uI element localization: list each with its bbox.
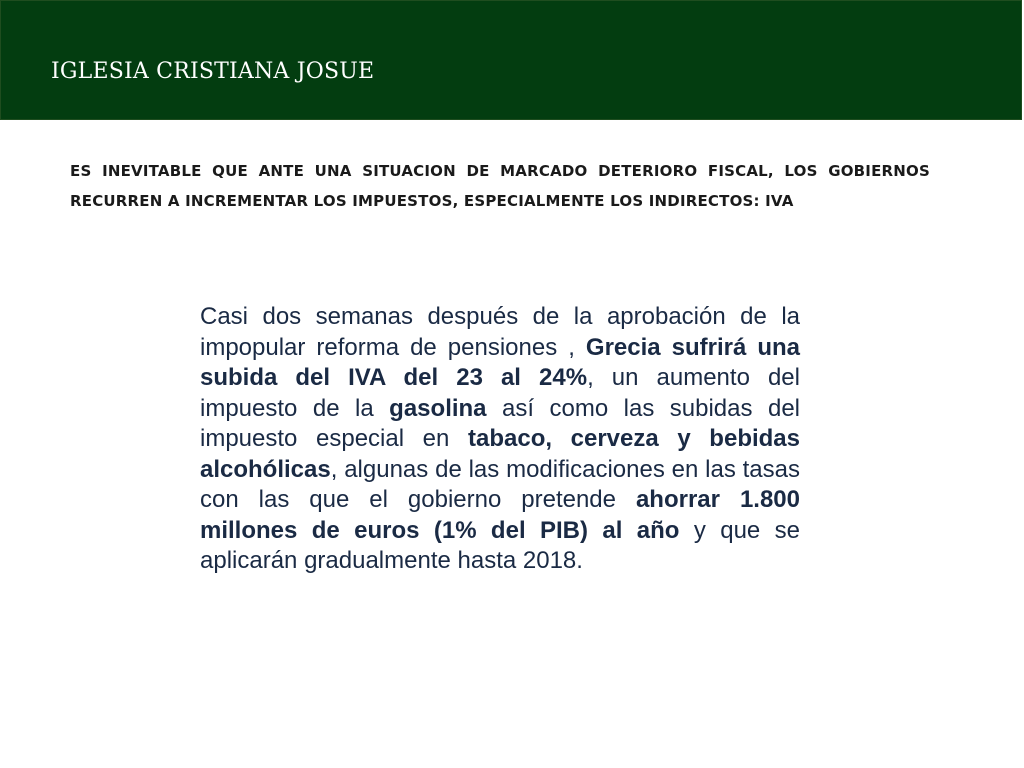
body-paragraph [200, 302, 800, 577]
body-text-5: y que se aplicarán gradualmente hasta 2018. [200, 516, 800, 574]
body-text-3: así como las subidas del impuesto especial en [200, 394, 800, 452]
body-bold-4: ahorrar 1.800 millones de euros (1% del PIB) al año [200, 486, 800, 544]
body-bold-2: gasolina [389, 394, 487, 422]
body-bold-1: Grecia sufrirá una subida del IVA del 23 al 24% [200, 333, 801, 391]
body-text-4: , algunas de las modificaciones en las tasas con las que el gobierno pretende [200, 455, 800, 513]
header-bar [0, 0, 1022, 120]
header-title: IGLESIA CRISTIANA JOSUE [51, 59, 375, 84]
body-text-1: Casi dos semanas después de la aprobación de la impopular reforma de pensiones , [200, 303, 800, 361]
slide-subtitle: ES INEVITABLE QUE ANTE UNA SITUACION DE MARCADO DETERIORO FISCAL, LOS GOBIERNOS RECURREN A INCREMENTAR LOS IMPUESTOS, ESPECIALMENTE LOS INDIRECTOS: IVA [70, 162, 930, 210]
body-text-2: , un aumento del impuesto de la [200, 364, 800, 422]
body-bold-3: tabaco, cerveza y bebidas alcohólicas [200, 425, 800, 483]
